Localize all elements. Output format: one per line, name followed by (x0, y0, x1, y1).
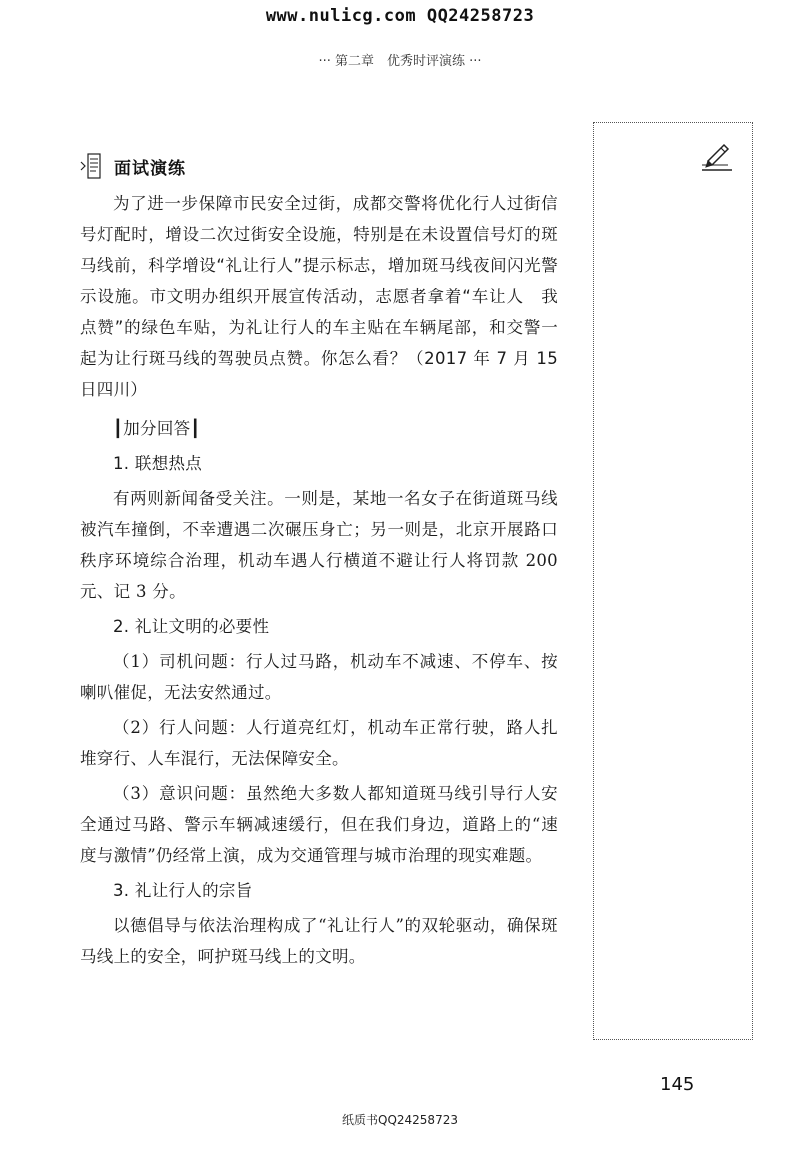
running-head: ··· 第二章 优秀时评演练 ··· (318, 54, 482, 69)
page-number: 145 (660, 1074, 695, 1095)
pen-note-icon (698, 139, 734, 175)
section-title: 面试演练 (114, 158, 186, 179)
answer-heading: ┃加分回答┃ (113, 419, 201, 438)
sec2-item-awareness: （3）意识问题：虽然绝大多数人都知道斑马线引导行人安全通过马路、警示车辆减速缓行，但在我们身边，道路上的“速度与激情”仍经常上演，成为交通管理与城市治理的现实难题。 (80, 784, 558, 865)
question-paragraph: 为了进一步保障市民安全过街，成都交警将优化行人过街信号灯配时，增设二次过街安全设施，特别是在未设置信号灯的斑马线前，科学增设“礼让行人”提示标志，增加斑马线夜间闪光警示设施。市文明办组织开展宣传活动，志愿者拿着“车让人 我点赞”的绿色车贴，为礼让行人的车主贴在车辆尾部，和交警一起为让行斑马线的驾驶员点赞。你怎么看？（2017 年 7 月 15 日四川） (80, 194, 558, 399)
section-header (80, 152, 186, 180)
top-watermark: www.nulicg.com QQ24258723 (265, 6, 535, 26)
sec3-title: 3. 礼让行人的宗旨 (113, 881, 253, 900)
bottom-watermark: 纸质书QQ24258723 (342, 1113, 458, 1127)
notes-margin-box (593, 122, 753, 1040)
sec2-item-pedestrian: （2）行人问题：人行道亮红灯，机动车正常行驶，路人扎堆穿行、人车混行，无法保障安全。 (80, 718, 558, 768)
sec3-paragraph: 以德倡导与依法治理构成了“礼让行人”的双轮驱动，确保斑马线上的安全，呵护斑马线上的文明。 (80, 916, 558, 966)
sec1-title: 1. 联想热点 (113, 454, 203, 473)
sec2-item-driver: （1）司机问题：行人过马路，机动车不减速、不停车、按喇叭催促，无法安然通过。 (80, 652, 558, 702)
body-text (80, 188, 558, 972)
sec1-paragraph: 有两则新闻备受关注。一则是，某地一名女子在街道斑马线被汽车撞倒，不幸遭遇二次碾压身亡；另一则是，北京开展路口秩序环境综合治理，机动车遇人行横道不避让行人将罚款 200 元、记 3 分。 (80, 489, 558, 601)
interview-book-icon (80, 153, 102, 179)
sec2-title: 2. 礼让文明的必要性 (113, 617, 270, 636)
